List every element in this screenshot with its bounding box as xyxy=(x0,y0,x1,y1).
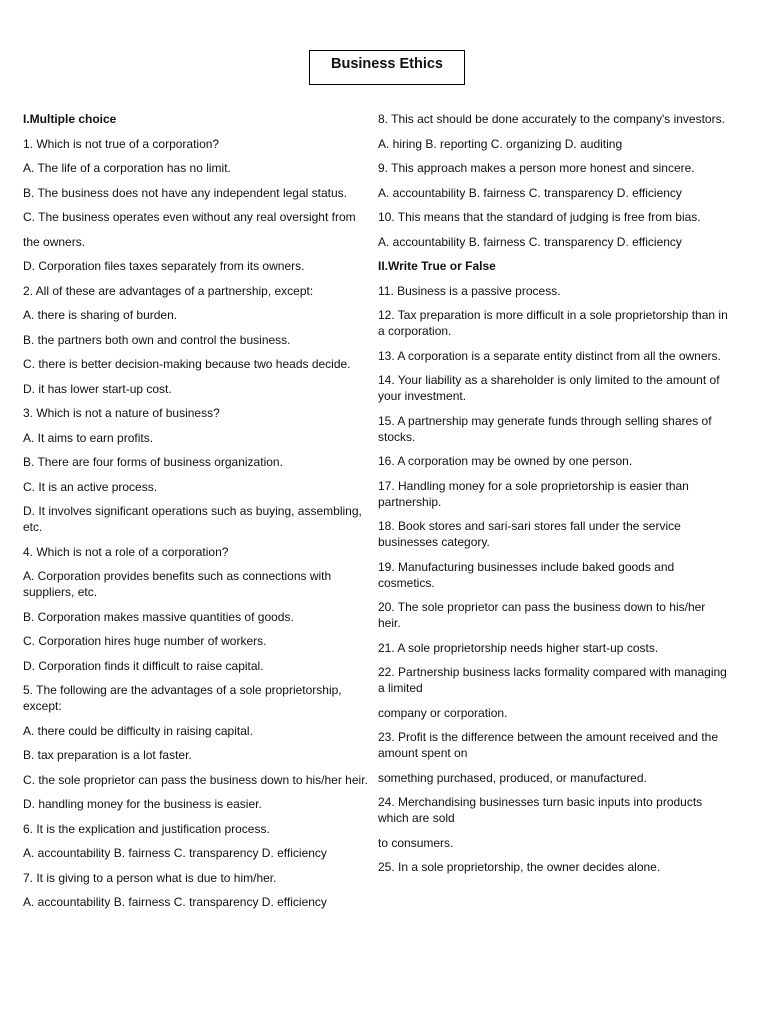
question-line: something purchased, produced, or manufactured. xyxy=(378,770,647,785)
section-heading: I.Multiple choice xyxy=(23,112,117,126)
question-line: A. The life of a corporation has no limit. xyxy=(23,161,231,175)
question-line: A. there is sharing of burden. xyxy=(23,308,178,322)
question-line: 7. It is giving to a person what is due to him/her. xyxy=(23,870,277,885)
question-line: D. handling money for the business is easier. xyxy=(23,797,262,811)
question-line: C. there is better decision-making because two heads decide. xyxy=(23,357,351,371)
question-line: C. The business operates even without any real oversight from xyxy=(23,210,356,224)
question-line: 19. Manufacturing businesses include baked goods and cosmetics. xyxy=(378,559,675,590)
question-line: 16. A corporation may be owned by one person. xyxy=(378,454,633,468)
question-line: 2. All of these are advantages of a partnership, except: xyxy=(23,283,314,298)
question-line: B. tax preparation is a lot faster. xyxy=(23,748,192,762)
question-line: 20. The sole proprietor can pass the business down to his/her heir. xyxy=(378,600,706,630)
question-line: A. accountability B. fairness C. transparency D. efficiency xyxy=(378,234,682,249)
question-line: B. Corporation makes massive quantities of goods. xyxy=(23,609,294,624)
question-line: D. Corporation files taxes separately from its owners. xyxy=(23,259,305,273)
left-column xyxy=(23,111,369,919)
question-line: C. It is an active process. xyxy=(23,479,158,494)
question-line: B. The business does not have any independent legal status. xyxy=(23,185,348,200)
question-line: A. Corporation provides benefits such as connections with suppliers, etc. xyxy=(23,569,332,599)
question-line: 18. Book stores and sari-sari stores fall under the service businesses category. xyxy=(378,519,681,549)
question-line: 8. This act should be done accurately to the company's investors. xyxy=(378,112,725,126)
question-line: 22. Partnership business lacks formality compared with managing a limited xyxy=(378,665,727,695)
question-line: C. Corporation hires huge number of workers. xyxy=(23,634,267,648)
question-line: 23. Profit is the difference between the amount received and the amount spent on xyxy=(378,730,718,760)
question-line: 10. This means that the standard of judging is free from bias. xyxy=(378,210,701,224)
document-title xyxy=(309,50,465,85)
question-line: 21. A sole proprietorship needs higher start-up costs. xyxy=(378,640,659,655)
question-line: 25. In a sole proprietorship, the owner decides alone. xyxy=(378,860,661,874)
document-title-text: Business Ethics xyxy=(330,56,443,72)
question-line: D. it has lower start-up cost. xyxy=(23,381,172,396)
question-line: 17. Handling money for a sole proprietorship is easier than partnership. xyxy=(378,478,689,509)
question-line: 11. Business is a passive process. xyxy=(378,283,561,298)
question-line: 13. A corporation is a separate entity distinct from all the owners. xyxy=(378,348,721,363)
question-line: 4. Which is not a role of a corporation? xyxy=(23,544,229,559)
right-column xyxy=(378,111,728,884)
question-line: 12. Tax preparation is more difficult in a sole proprietorship than in a corporation. xyxy=(378,308,728,338)
question-line: the owners. xyxy=(23,234,86,249)
question-line: 15. A partnership may generate funds through selling shares of stocks. xyxy=(378,413,712,444)
question-line: 1. Which is not true of a corporation? xyxy=(23,136,220,151)
question-line: A. accountability B. fairness C. transparency D. efficiency xyxy=(378,185,682,200)
question-line: A. It aims to earn profits. xyxy=(23,430,154,445)
question-line: A. accountability B. fairness C. transparency D. efficiency xyxy=(23,895,327,909)
question-line: to consumers. xyxy=(378,835,454,850)
question-line: B. the partners both own and control the business. xyxy=(23,332,291,347)
question-line: A. accountability B. fairness C. transparency D. efficiency xyxy=(23,846,327,860)
question-line: C. the sole proprietor can pass the business down to his/her heir. xyxy=(23,772,368,787)
question-line: 6. It is the explication and justification process. xyxy=(23,821,270,836)
question-line: D. Corporation finds it difficult to raise capital. xyxy=(23,658,264,673)
question-line: 9. This approach makes a person more honest and sincere. xyxy=(378,161,695,175)
question-line: 14. Your liability as a shareholder is only limited to the amount of your investment. xyxy=(378,373,720,403)
section-heading: II.Write True or False xyxy=(378,259,496,273)
question-line: D. It involves significant operations such as buying, assembling, etc. xyxy=(23,504,362,534)
question-line: B. There are four forms of business organization. xyxy=(23,455,283,469)
question-line: 3. Which is not a nature of business? xyxy=(23,406,220,420)
question-line: company or corporation. xyxy=(378,705,508,720)
question-line: A. there could be difficulty in raising capital. xyxy=(23,723,253,738)
question-line: 24. Merchandising businesses turn basic inputs into products which are sold xyxy=(378,795,703,825)
question-line: 5. The following are the advantages of a sole proprietorship, except: xyxy=(23,683,342,713)
question-line: A. hiring B. reporting C. organizing D. auditing xyxy=(378,136,623,151)
